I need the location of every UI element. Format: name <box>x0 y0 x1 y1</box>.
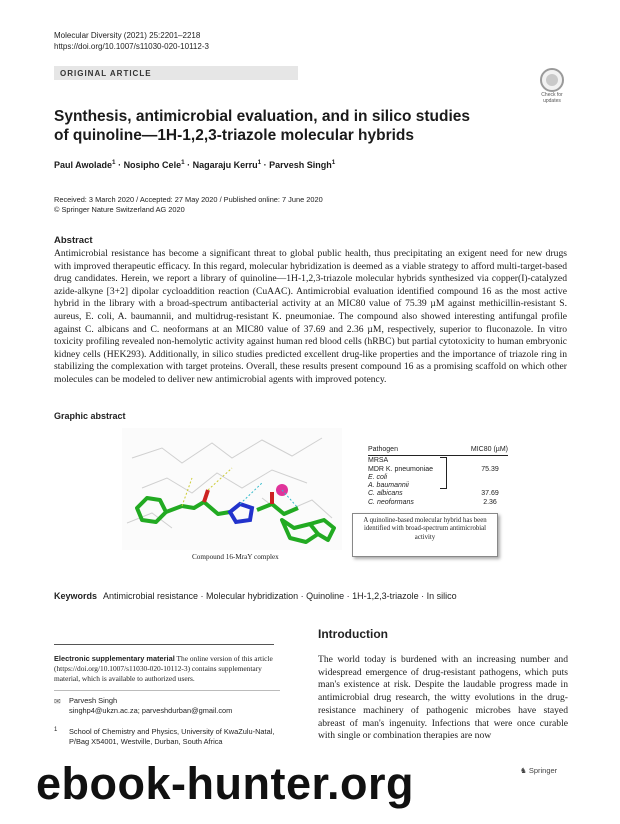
table-row <box>368 474 508 482</box>
mic-cell: 2.36 <box>483 498 497 506</box>
abstract-text: Antimicrobial resistance has become a significant threat to global public health, thus precipitating an exigent need for new drugs with improved therapeutic efficacy. In this regard, molecular hybridization is deemed as a viable strategy to afford multi-target-based drug candidates. Herein, we report a library of quinoline—1H-1,2,3-triazole molecular hybrids synthesized via copper(I)-catalyzed azide-alkyne [3+2] dipolar cycloaddition reaction (CuAAC). Antimicrobial evaluation identified compound 16 as the most active hybrid in the library with a broad-spectrum antibacterial activity at an MIC80 value of 75.39 µM against methicillin-resistant S. aureus, E. coli, A. baumannii, and multidrug-resistant K. pneumoniae. The compound also showed interesting antifungal profile against C. albicans and C. neoformans at an MIC80 value of 37.69 and 2.36 µM, respectively, superior to fluconazole. In vitro toxicity profiling revealed non-hemolytic activity against human red blood cells (hRBC) but partial cytotoxicity to human embryonic kidney cells (HEK293). Additionally, in silico studies predicted excellent drug-like properties and the importance of triazole ring in stabilizing the complexation with target proteins. Overall, these results present compound 16 as a promising scaffold on which other molecules can be modeled to deliver new antimicrobial agents with improved potency. <box>54 248 567 385</box>
pathogen-cell: C. neoformans <box>368 498 414 506</box>
springer-horse-icon: ♞ <box>520 766 527 775</box>
crossmark-icon <box>540 68 564 92</box>
author-list: Paul Awolade$^1$ · Nosipho Cele$^1$ · Nagaraju Kerru$^1$ · Parvesh Singh$^1$ <box>54 159 336 170</box>
author-aff: 1 <box>181 159 185 166</box>
table-brace <box>440 457 447 489</box>
table-row <box>368 466 508 474</box>
table-row <box>368 490 508 498</box>
mail-icon: ✉ <box>54 697 61 706</box>
keywords <box>54 591 457 601</box>
mic-cell <box>472 457 508 465</box>
contact-info <box>69 696 232 716</box>
esm-text: The online version of this article (https://doi.org/10.1007/s11030-020-10112-3) contains supplementary material, which is available to authorized users. <box>54 654 273 683</box>
graphic-caption: Compound 16-MraY complex <box>192 553 279 561</box>
graphic-abstract-heading: Graphic abstract <box>54 411 126 421</box>
pathogen-cell: A. baumannii <box>368 482 409 490</box>
mic-cell <box>472 482 508 490</box>
mic-cell: 75.39 <box>481 465 499 473</box>
contact-divider <box>54 690 280 691</box>
author-aff: 1 <box>331 159 336 166</box>
table-row <box>368 482 508 490</box>
introduction-text: The world today is burdened with an increasing number and widespread emergence of drug-resistant pathogens, which puts man's existence at risk. Despite the laudable progress made in antimicrobial drug research, the witty evolutions in the drug-resistance machinery of pathogenic microbes have stayed abreast of man's ingenuity. Infections that were once curable with single or combination therapies are now <box>318 654 568 742</box>
watermark: ebook-hunter.org <box>36 758 414 809</box>
author-name[interactable]: Paul Awolade <box>54 160 113 170</box>
mic-table-header <box>368 446 508 456</box>
journal-citation: Molecular Diversity (2021) 25:2201–2218 <box>54 31 201 40</box>
contact-name: Parvesh Singh <box>69 696 118 705</box>
header-pathogen: Pathogen <box>368 446 398 453</box>
springer-logo <box>520 766 557 775</box>
introduction-heading: Introduction <box>318 627 388 641</box>
article-title: Synthesis, antimicrobial evaluation, and in silico studies of quinoline—1H-1,2,3-triazole molecular hybrids <box>54 108 471 144</box>
esm-note <box>54 654 280 684</box>
abstract-heading: Abstract <box>54 235 93 246</box>
mic-table <box>368 446 508 507</box>
header-mic: MIC80 (µM) <box>470 446 508 453</box>
article-type: ORIGINAL ARTICLE <box>60 69 152 78</box>
doi-link[interactable]: https://doi.org/10.1007/s11030-020-10112-3 <box>54 42 209 51</box>
journal-info <box>54 30 209 52</box>
publication-dates <box>54 195 323 215</box>
springer-label: Springer <box>528 766 558 775</box>
copyright-line: © Springer Nature Switzerland AG 2020 <box>54 205 185 214</box>
author-name[interactable]: Nagaraju Kerru <box>192 160 258 170</box>
esm-label: Electronic supplementary material <box>54 654 175 663</box>
check-line2: updates <box>543 98 561 104</box>
keywords-list: Antimicrobial resistance · Molecular hybridization · Quinoline · 1H-1,2,3-triazole · In silico <box>103 591 457 601</box>
contact-emails[interactable]: singhp4@ukzn.ac.za; parveshdurban@gmail.com <box>69 706 233 715</box>
footnote-divider <box>54 644 274 645</box>
article-type-band <box>54 66 298 80</box>
author-name[interactable]: Nosipho Cele <box>123 160 182 170</box>
molecule-complex-image <box>122 428 342 550</box>
author-aff: 1 <box>112 159 116 166</box>
table-row <box>368 499 508 507</box>
dates-line: Received: 3 March 2020 / Accepted: 27 May 2020 / Published online: 7 June 2020 <box>54 195 323 204</box>
mic-cell: 37.69 <box>481 490 499 498</box>
pathogen-cell: MRSA <box>368 457 389 465</box>
check-for-updates-badge[interactable] <box>536 68 568 102</box>
graphic-statement-box: A quinoline-based molecular hybrid has been identified with broad-spectrum antimicrobial activity <box>352 513 498 557</box>
affiliation-text: School of Chemistry and Physics, University of KwaZulu-Natal, P/Bag X54001, Westville, Durban, South Africa <box>69 727 275 746</box>
keywords-label: Keywords <box>54 591 98 601</box>
check-line1: Check for <box>541 92 563 98</box>
mic-cell <box>472 474 508 482</box>
pathogen-cell: C. albicans <box>368 490 403 498</box>
author-aff: 1 <box>257 159 262 166</box>
pathogen-cell: E. coli <box>368 473 388 481</box>
table-row <box>368 457 508 465</box>
affiliation-mark: 1 <box>54 727 58 733</box>
author-name[interactable]: Parvesh Singh <box>269 160 332 170</box>
pathogen-cell: MDR K. pneumoniae <box>368 465 433 473</box>
